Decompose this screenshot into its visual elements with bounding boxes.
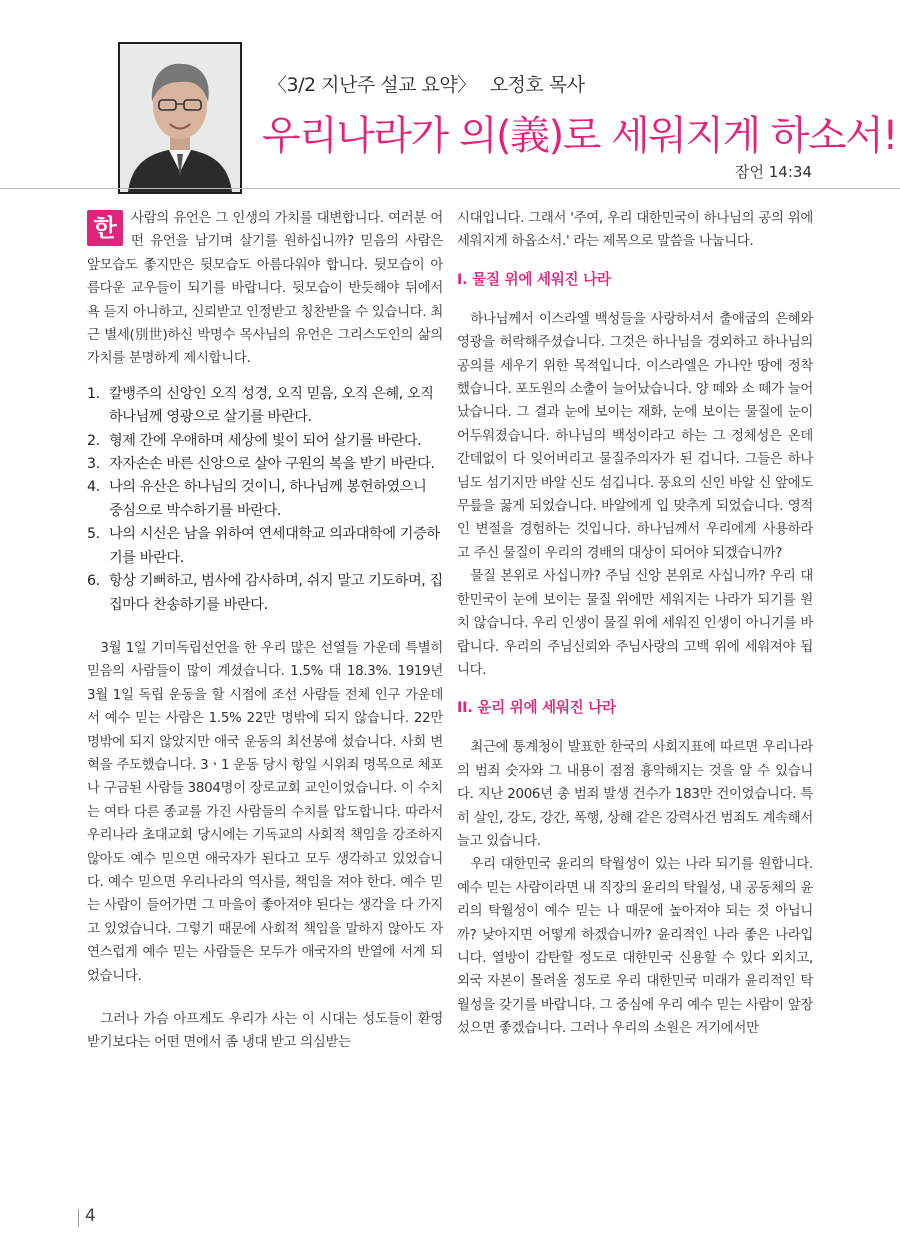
sermon-title: 우리나라가 의(義)로 세워지게 하소서!	[262, 113, 897, 159]
paragraph-gap	[87, 988, 443, 1008]
page-number-bar	[78, 1209, 79, 1227]
pastor-photo	[118, 42, 242, 194]
list-item: 3. 자자손손 바른 신앙으로 살아 구원의 복을 받기 바란다.	[87, 456, 435, 473]
author-name: 오정호 목사	[489, 74, 585, 96]
scripture-reference: 잠언 14:34	[735, 163, 812, 181]
continuation-paragraph: 시대입니다. 그래서 '주여, 우리 대한민국이 하나님의 공의 위에 세워지게 하옵소서.' 라는 제목으로 말씀을 나눕니다.	[457, 211, 813, 250]
portrait-icon	[120, 44, 240, 192]
right-column	[457, 207, 813, 1041]
march-first-paragraph: 3월 1일 기미독립선언을 한 우리 많은 선열들 가운데 특별히 믿음의 사람들이 많이 계셨습니다. 1.5% 대 18.3%. 1919년 3월 1일 독립 운동을 할 시점에 조선 사람들 전체 인구 가운데서 예수 믿는 사람은 1.5% 22만 명밖에 되지 않습니다. 22만 명밖에 되지 않았지만 애국 운동의 최선봉에 섰습니다. 사회 변혁을 주도했습니다. 3ㆍ1 운동 당시 항일 시위죄 명목으로 체포나 구금된 사람들 3804명이 장로교회 교인이었습니다. 이 수치는 여타 다른 종교를 가진 사람들의 수치를 압도합니다. 따라서 우리나라 초대교회 당시에는 기독교의 사회적 책임을 강조하지 않아도 예수 믿으면 애국자가 된다고 모두 생각하고 있었습니다. 예수 믿으면 우리나라의 역사를, 책임을 져야 한다. 예수 믿는 사람이 들어가면 그 마을이 좋아져야 된다는 생각을 다 가지고 있었습니다. 그렇기 때문에 사회적 책임을 말하지 않아도 자연스럽게 예수 믿는 사람들은 모두가 애국자의 반열에 서게 되었습니다.	[87, 640, 443, 984]
dropcap: 한	[87, 210, 123, 246]
page-number: 4	[85, 1206, 96, 1226]
list-item: 5. 나의 시신은 남을 위하여 연세대학교 의과대학에 기증하기를 바란다.	[87, 526, 440, 566]
material-paragraph: 하나님께서 이스라엘 백성들을 사랑하셔서 출애굽의 은혜와 영광을 허락해주셨습니다. 그것은 하나님을 경외하고 하나님의 공의를 세우기 위한 목적입니다. 이스라엘은 가나안 땅에 정착했습니다. 포도원의 소출이 늘어났습니다. 양 떼와 소 떼가 늘어났습니다. 그 결과 눈에 보이는 재화, 눈에 보이는 물질에 눈이 어두워졌습니다. 하나님의 백성이라고 하는 그 정체성은 온데간데없이 다 잊어버리고 물질주의자가 된 겁니다. 그들은 하나님도 섬기지만 바알 신도 섬깁니다. 풍요의 신인 바알 신 앞에도 무릎을 꿇게 되었습니다. 바알에게 입 맞추게 되었습니다. 영적인 변절을 경험하는 것입니다. 하나님께서 우리에게 사용하라고 주신 물질이 우리의 경배의 대상이 되어야 되겠습니까?	[457, 311, 813, 561]
list-item: 4. 나의 유산은 하나님의 것이니, 하나님께 봉헌하였으니 중심으로 박수하기를 바란다.	[87, 479, 427, 519]
intro-paragraph	[87, 207, 443, 371]
list-item: 2. 형제 간에 우애하며 세상에 빛이 되어 살기를 바란다.	[87, 432, 422, 449]
ethics-paragraph: 우리 대한민국 윤리의 탁월성이 있는 나라 되기를 원합니다. 예수 믿는 사람이라면 내 직장의 윤리의 탁월성, 내 공동체의 윤리의 탁월성이 예수 믿는 나 때문에 높아져야 되는 것 아닙니까? 낮아지면 어떻게 하겠습니까? 윤리적인 나라 좋은 나라입니다. 열방이 감탄할 정도로 대한민국 신용할 수 있다 외치고, 외국 자본이 몰려올 정도로 우리 대한민국 미래가 윤리적인 탁월성을 갖기를 바랍니다. 그 중심에 우리 예수 믿는 사람이 앞장섰으면 좋겠습니다. 그러나 우리의 소원은 거기에서만	[457, 857, 813, 1037]
section-heading-2: II. 윤리 위에 세워진 나라	[457, 699, 616, 717]
will-list	[87, 383, 443, 617]
sermon-label: 〈3/2 지난주 설교 요약〉	[268, 74, 476, 96]
intro-text: 사람의 유언은 그 인생의 가치를 대변합니다. 여러분 어떤 유언을 남기며 살기를 원하십니까? 믿음의 사람은 앞모습도 좋지만은 뒷모습도 아름다워야 합니다. 뒷모습이 아름다운 교우들이 되기를 바랍니다. 뒷모습이 반듯해야 뒤에서 욕 듣지 아니하고, 신뢰받고 인정받고 칭찬받을 수 있습니다. 최근 별세(別世)하신 박명수 목사님의 유언은 그리스도인의 삶의 가치를 분명하게 제시합니다.	[87, 211, 443, 367]
list-item: 1. 칼뱅주의 신앙인 오직 성경, 오직 믿음, 오직 은혜, 오직 하나님께 영광으로 살기를 바란다.	[87, 385, 434, 426]
header-divider	[0, 188, 900, 189]
list-item: 6. 항상 기뻐하고, 범사에 감사하며, 쉬지 말고 기도하며, 집집마다 찬송하기를 바란다.	[87, 573, 443, 613]
era-paragraph: 그러나 가슴 아프게도 우리가 사는 이 시대는 성도들이 환영받기보다는 어떤 면에서 좀 냉대 받고 의심받는	[87, 1012, 443, 1051]
material-question-paragraph: 물질 본위로 사십니까? 주님 신앙 본위로 사십니까? 우리 대한민국이 눈에 보이는 물질 위에만 세워지는 나라가 되기를 원치 않습니다. 우리 인생이 물질 위에 세워진 인생이 아니기를 바랍니다. 우리의 주님신뢰와 주님사랑의 고백 위에 세워져야 됩니다.	[457, 569, 813, 678]
sermon-subtitle	[268, 70, 585, 97]
statistics-paragraph: 최근에 통계청이 발표한 한국의 사회지표에 따르면 우리나라의 범죄 숫자와 그 내용이 점점 흉악해지는 것을 알 수 있습니다. 지난 2006년 총 범죄 발생 건수가 183만 건이었습니다. 특히 살인, 강도, 강간, 폭행, 상해 같은 강력사건 범죄도 계속해서 늘고 있습니다.	[457, 740, 813, 849]
left-column	[87, 207, 443, 1055]
section-heading-1: I. 물질 위에 세워진 나라	[457, 270, 611, 288]
